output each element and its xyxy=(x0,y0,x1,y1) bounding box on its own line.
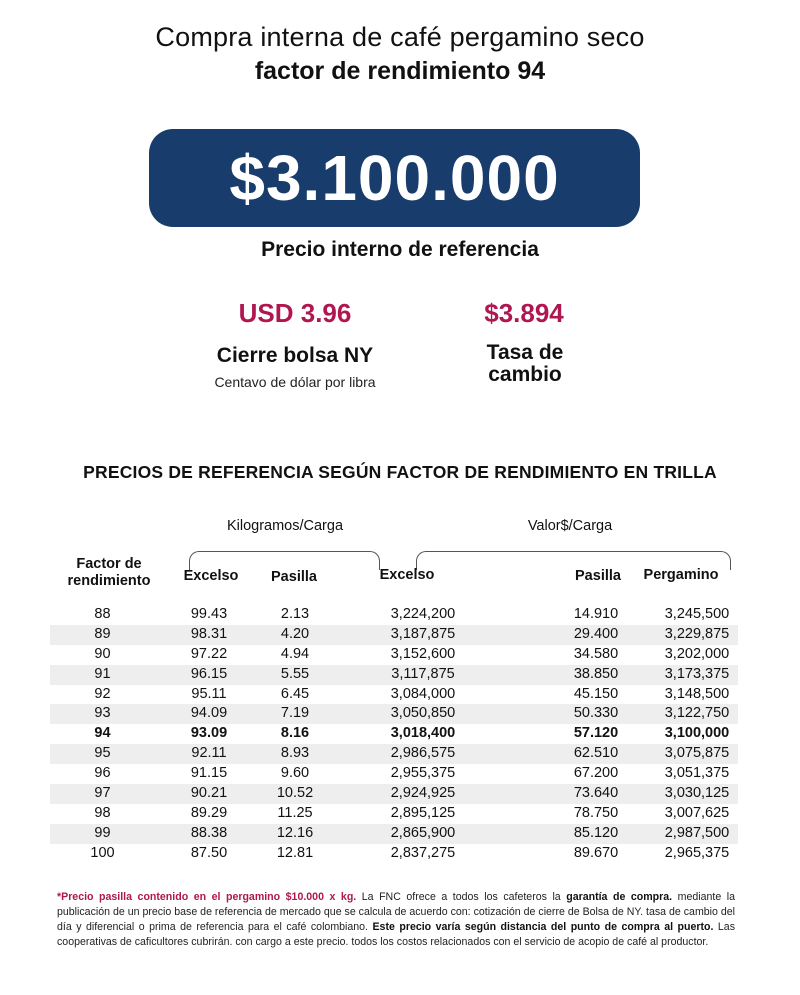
cell-pergamino-value: 2,965,375 xyxy=(664,844,730,861)
cell-factor: 89 xyxy=(94,625,111,642)
price-table xyxy=(50,605,738,864)
cell-excelso-kg: 87.50 xyxy=(190,844,228,861)
cell-pasilla-value: 34.580 xyxy=(573,645,619,662)
cell-excelso-kg: 88.38 xyxy=(190,824,228,841)
cell-excelso-kg: 89.29 xyxy=(190,804,228,821)
cell-factor: 93 xyxy=(94,705,111,722)
cell-pergamino-value: 3,202,000 xyxy=(664,645,730,662)
cell-pasilla-value: 62.510 xyxy=(573,745,619,762)
price-banner xyxy=(149,129,640,227)
table-row xyxy=(50,724,738,744)
price-value: $3.100.000 xyxy=(229,142,560,214)
cell-factor: 92 xyxy=(94,685,111,702)
cell-excelso-kg: 91.15 xyxy=(190,765,228,782)
cell-pasilla-value: 85.120 xyxy=(573,824,619,841)
cell-factor: 91 xyxy=(94,665,111,682)
cell-pasilla-value: 57.120 xyxy=(573,725,619,742)
cell-excelso-value: 3,018,400 xyxy=(390,725,456,742)
column-header-excelso-kg: Excelso xyxy=(183,568,239,584)
column-header-factor xyxy=(50,556,168,590)
cell-pasilla-value: 45.150 xyxy=(573,685,619,702)
table-row xyxy=(50,665,738,685)
cell-pasilla-kg: 8.93 xyxy=(280,745,310,762)
footnote-text-2: mediante la publicación de un precio base de referencia de mercado que se calcula de acuerdo con: cotización de cierre de Bolsa de NY. tasa de cambio del día y diferencial o prima de referencia para el café colombiano. xyxy=(57,891,735,933)
cell-excelso-kg: 98.31 xyxy=(190,625,228,642)
cell-pasilla-value: 50.330 xyxy=(573,705,619,722)
group-header-value: Valor$/Carga xyxy=(527,518,613,534)
cell-pasilla-value: 73.640 xyxy=(573,785,619,802)
cell-pasilla-value: 67.200 xyxy=(573,765,619,782)
table-row xyxy=(50,784,738,804)
column-header-pasilla-value: Pasilla xyxy=(575,568,621,584)
cell-excelso-kg: 97.22 xyxy=(190,645,228,662)
cell-excelso-value: 2,865,900 xyxy=(390,824,456,841)
table-row xyxy=(50,764,738,784)
cell-pasilla-kg: 8.16 xyxy=(280,725,310,742)
cell-pasilla-kg: 9.60 xyxy=(280,765,310,782)
cell-pasilla-value: 89.670 xyxy=(573,844,619,861)
cell-excelso-kg: 93.09 xyxy=(190,725,228,742)
cell-pasilla-value: 38.850 xyxy=(573,665,619,682)
cell-excelso-value: 3,187,875 xyxy=(390,625,456,642)
cell-pergamino-value: 3,229,875 xyxy=(664,625,730,642)
cell-excelso-value: 3,117,875 xyxy=(391,665,455,682)
cell-pergamino-value: 3,122,750 xyxy=(664,705,730,722)
cell-pasilla-value: 78.750 xyxy=(573,804,619,821)
cell-factor: 99 xyxy=(94,824,111,841)
cell-pasilla-kg: 12.81 xyxy=(276,844,314,861)
table-section-title: PRECIOS DE REFERENCIA SEGÚN FACTOR DE RENDIMIENTO EN TRILLA xyxy=(83,462,717,482)
footnote-bold-1: garantía de compra. xyxy=(566,891,673,903)
cell-excelso-kg: 92.11 xyxy=(191,745,227,762)
column-header-pasilla-kg: Pasilla xyxy=(271,569,317,585)
usd-close-unit: Centavo de dólar por libra xyxy=(214,374,376,390)
cell-excelso-value: 3,050,850 xyxy=(390,705,456,722)
cell-pergamino-value: 2,987,500 xyxy=(664,824,730,841)
page-subtitle: factor de rendimiento 94 xyxy=(254,57,546,85)
cell-factor: 100 xyxy=(90,844,115,861)
column-header-factor-line1: Factor de xyxy=(76,556,142,572)
cell-pergamino-value: 3,075,875 xyxy=(664,745,730,762)
usd-close-label: Cierre bolsa NY xyxy=(216,344,374,367)
cell-pasilla-value: 14.910 xyxy=(573,606,619,622)
cell-pasilla-kg: 5.55 xyxy=(280,665,310,682)
cell-excelso-value: 3,084,000 xyxy=(390,685,456,702)
cell-excelso-value: 2,895,125 xyxy=(390,804,456,821)
cell-factor: 90 xyxy=(94,645,111,662)
cell-excelso-value: 2,924,925 xyxy=(390,785,456,802)
cell-pergamino-value: 3,245,500 xyxy=(664,606,730,622)
cell-pasilla-value: 29.400 xyxy=(573,625,619,642)
footnote xyxy=(57,890,735,950)
cell-pasilla-kg: 6.45 xyxy=(280,685,310,702)
cell-excelso-kg: 90.21 xyxy=(190,785,228,802)
table-row xyxy=(50,704,738,724)
table-row xyxy=(50,744,738,764)
cell-pasilla-kg: 4.94 xyxy=(280,645,310,662)
table-row xyxy=(50,824,738,844)
cell-excelso-value: 2,986,575 xyxy=(390,745,456,762)
cell-factor: 94 xyxy=(94,725,111,742)
cell-excelso-kg: 96.15 xyxy=(190,665,228,682)
footnote-text-3: Las cooperativas de caficultores cubrirán. con cargo a este precio. todos los costos relacionados con el servicio de acopio de café al productor. xyxy=(57,921,735,948)
table-row xyxy=(50,804,738,824)
cell-factor: 95 xyxy=(94,745,111,762)
cell-factor: 97 xyxy=(94,785,111,802)
cell-pasilla-kg: 2.13 xyxy=(280,606,310,622)
table-row xyxy=(50,605,738,625)
cell-pasilla-kg: 7.19 xyxy=(280,705,310,722)
cell-pergamino-value: 3,148,500 xyxy=(664,685,730,702)
exchange-rate-label-line1: Tasa de xyxy=(486,341,564,364)
page-title: Compra interna de café pergamino seco xyxy=(155,22,645,52)
cell-excelso-kg: 94.09 xyxy=(190,705,228,722)
cell-pergamino-value: 3,173,375 xyxy=(664,665,730,682)
footnote-lead: *Precio pasilla contenido en el pergamino $10.000 x kg. xyxy=(57,891,357,903)
cell-pasilla-kg: 4.20 xyxy=(280,625,310,642)
cell-excelso-kg: 95.11 xyxy=(191,685,227,702)
table-row xyxy=(50,645,738,665)
footnote-text-1: La FNC ofrece a todos los cafeteros la xyxy=(356,891,567,903)
cell-factor: 88 xyxy=(94,606,111,622)
cell-pergamino-value: 3,007,625 xyxy=(664,804,730,821)
cell-excelso-value: 2,955,375 xyxy=(390,765,456,782)
cell-excelso-value: 3,224,200 xyxy=(390,606,456,622)
price-caption: Precio interno de referencia xyxy=(261,238,539,261)
cell-excelso-kg: 99.43 xyxy=(190,606,228,622)
exchange-rate-label-line2: cambio xyxy=(488,363,562,386)
usd-close-value: USD 3.96 xyxy=(238,298,352,328)
column-header-factor-line2: rendimiento xyxy=(67,573,151,589)
table-row xyxy=(50,625,738,645)
cell-excelso-value: 2,837,275 xyxy=(390,844,456,861)
exchange-rate-label xyxy=(440,342,610,386)
column-header-excelso-value: Excelso xyxy=(379,567,435,583)
group-header-kilograms: Kilogramos/Carga xyxy=(226,518,344,534)
cell-pasilla-kg: 11.25 xyxy=(277,804,313,821)
exchange-rate-value: $3.894 xyxy=(484,298,564,328)
table-row xyxy=(50,685,738,705)
cell-pergamino-value: 3,051,375 xyxy=(664,765,730,782)
cell-pasilla-kg: 10.52 xyxy=(276,785,314,802)
table-row xyxy=(50,844,738,864)
column-header-pergamino: Pergamino xyxy=(643,567,719,583)
footnote-bold-2: Este precio varía según distancia del punto de compra al puerto. xyxy=(372,921,714,933)
cell-factor: 96 xyxy=(94,765,111,782)
cell-excelso-value: 3,152,600 xyxy=(390,645,456,662)
cell-pergamino-value: 3,100,000 xyxy=(664,725,730,742)
cell-pergamino-value: 3,030,125 xyxy=(664,785,730,802)
cell-pasilla-kg: 12.16 xyxy=(276,824,314,841)
cell-factor: 98 xyxy=(94,804,111,821)
